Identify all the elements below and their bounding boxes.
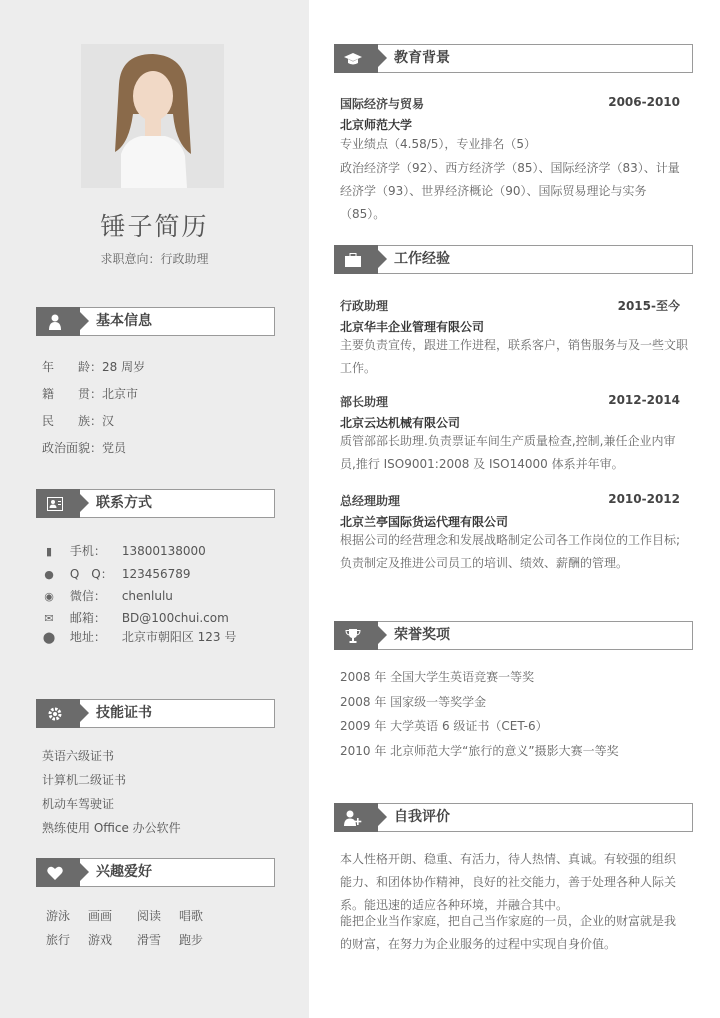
contact-address: ⬤ 地址： 北京市朝阳区 123 号 xyxy=(42,630,237,644)
contact-email: ✉ 邮箱： BD@100chui.com xyxy=(42,609,229,626)
person-icon xyxy=(36,307,74,336)
education-major: 国际经济与贸易 xyxy=(340,97,425,111)
info-ethnicity: 民 族：汉 xyxy=(42,414,115,428)
job-date: 2012-2014 xyxy=(608,393,680,407)
job-date: 2015-至今 xyxy=(617,299,680,313)
hobby-item: 唱歌 xyxy=(179,909,204,923)
section-title: 自我评价 xyxy=(394,809,450,825)
job-date: 2010-2012 xyxy=(608,492,680,506)
briefcase-icon xyxy=(334,245,372,274)
hobby-item: 滑雪 xyxy=(137,933,162,947)
job-head xyxy=(340,393,680,410)
contact-phone: ▮ 手机： 13800138000 xyxy=(42,542,206,559)
job-company: 北京云达机械有限公司 xyxy=(340,416,461,430)
job-role: 部长助理 xyxy=(340,395,389,409)
hobby-item: 旅行 xyxy=(46,933,71,947)
add-user-icon xyxy=(334,803,372,832)
skill-item: 计算机二级证书 xyxy=(42,773,127,787)
hobby-item: 游戏 xyxy=(88,933,113,947)
job-company: 北京华丰企业管理有限公司 xyxy=(340,320,485,334)
info-hometown: 籍 贯：北京市 xyxy=(42,387,139,401)
mail-icon: ✉ xyxy=(44,612,54,625)
honor-item: 2008 年 全国大学生英语竞赛一等奖 xyxy=(340,670,535,684)
section-education xyxy=(334,44,693,73)
section-title: 工作经验 xyxy=(394,251,450,267)
self-evaluation-text: 本人性格开朗、稳重、有活力，待人热情、真诚。有较强的组织能力、和团体协作精神，良好的社交能力，善于处理各种人际关系。能迅速的适应各种环境，并融合其中。 xyxy=(340,852,677,912)
education-date: 2006-2010 xyxy=(608,95,680,109)
job-role: 行政助理 xyxy=(340,299,389,313)
graduation-cap-icon xyxy=(334,44,372,73)
trophy-icon xyxy=(334,621,372,650)
profile-photo xyxy=(81,44,224,188)
section-title: 荣誉奖项 xyxy=(394,627,450,643)
contact-wechat: ◉ 微信： chenlulu xyxy=(42,587,173,604)
job-description: 质管部部长助理.负责票证车间生产质量检查,控制,兼任企业内审员,推行 ISO9001:2008 及 ISO14000 体系并年审。 xyxy=(340,434,676,471)
hobby-item: 跑步 xyxy=(179,933,204,947)
job-head xyxy=(340,297,680,314)
info-political: 政治面貌：党员 xyxy=(42,441,127,455)
section-title: 联系方式 xyxy=(96,495,152,511)
section-title: 技能证书 xyxy=(96,705,152,721)
info-age: 年 龄：28 周岁 xyxy=(42,360,146,374)
hobby-item: 画画 xyxy=(88,909,113,923)
job-description: 根据公司的经营理念和发展战略制定公司各工作岗位的工作目标;负责制定及推进公司员工的培训、绩效、薪酬的管理。 xyxy=(340,533,681,570)
hobby-item: 游泳 xyxy=(46,909,71,923)
contact-card-icon xyxy=(36,489,74,518)
skill-item: 英语六级证书 xyxy=(42,749,115,763)
honor-item: 2010 年 北京师范大学“旅行的意义”摄影大赛一等奖 xyxy=(340,744,619,758)
education-school: 北京师范大学 xyxy=(340,118,413,132)
qq-icon: ● xyxy=(44,568,54,581)
self-evaluation-text: 能把企业当作家庭，把自己当作家庭的一员，企业的财富就是我的财富，在努力为企业服务的过程中实现自身价值。 xyxy=(340,914,677,951)
job-company: 北京兰亭国际货运代理有限公司 xyxy=(340,515,509,529)
heart-icon xyxy=(36,858,74,887)
section-work xyxy=(334,245,693,274)
section-honors xyxy=(334,621,693,650)
education-courses: 政治经济学（92）、西方经济学（85）、国际经济学（83）、计量经济学（93）、世界经济概论（90）、国际贸易理论与实务（85）。 xyxy=(340,161,680,221)
skill-item: 机动车驾驶证 xyxy=(42,797,115,811)
phone-icon: ▮ xyxy=(45,545,53,558)
section-basic-info xyxy=(36,307,275,336)
section-contact xyxy=(36,489,275,518)
section-hobbies xyxy=(36,858,275,887)
section-self-evaluation xyxy=(334,803,693,832)
education-major-row xyxy=(340,95,680,112)
contact-qq: ● Q Q： 123456789 xyxy=(42,565,191,582)
section-skills xyxy=(36,699,275,728)
section-title: 基本信息 xyxy=(96,313,152,329)
skill-item: 熟练使用 Office 办公软件 xyxy=(42,821,181,835)
job-description: 主要负责宣传，跟进工作进程，联系客户，销售服务与及一些文职工作。 xyxy=(340,338,689,375)
wechat-icon: ◉ xyxy=(44,590,54,603)
honor-item: 2009 年 大学英语 6 级证书（CET-6） xyxy=(340,719,548,733)
job-objective: 求职意向：行政助理 xyxy=(100,252,209,266)
honor-item: 2008 年 国家级一等奖学金 xyxy=(340,695,487,709)
location-icon: ⬤ xyxy=(42,631,56,644)
hobby-item: 阅读 xyxy=(137,909,162,923)
job-role: 总经理助理 xyxy=(340,494,401,508)
resume-name: 锤子简历 xyxy=(100,212,209,241)
section-title: 兴趣爱好 xyxy=(96,864,152,880)
section-title: 教育背景 xyxy=(394,50,450,66)
education-gpa: 专业绩点（4.58/5），专业排名（5） xyxy=(340,137,537,151)
job-head xyxy=(340,492,680,509)
gear-icon xyxy=(36,699,74,728)
